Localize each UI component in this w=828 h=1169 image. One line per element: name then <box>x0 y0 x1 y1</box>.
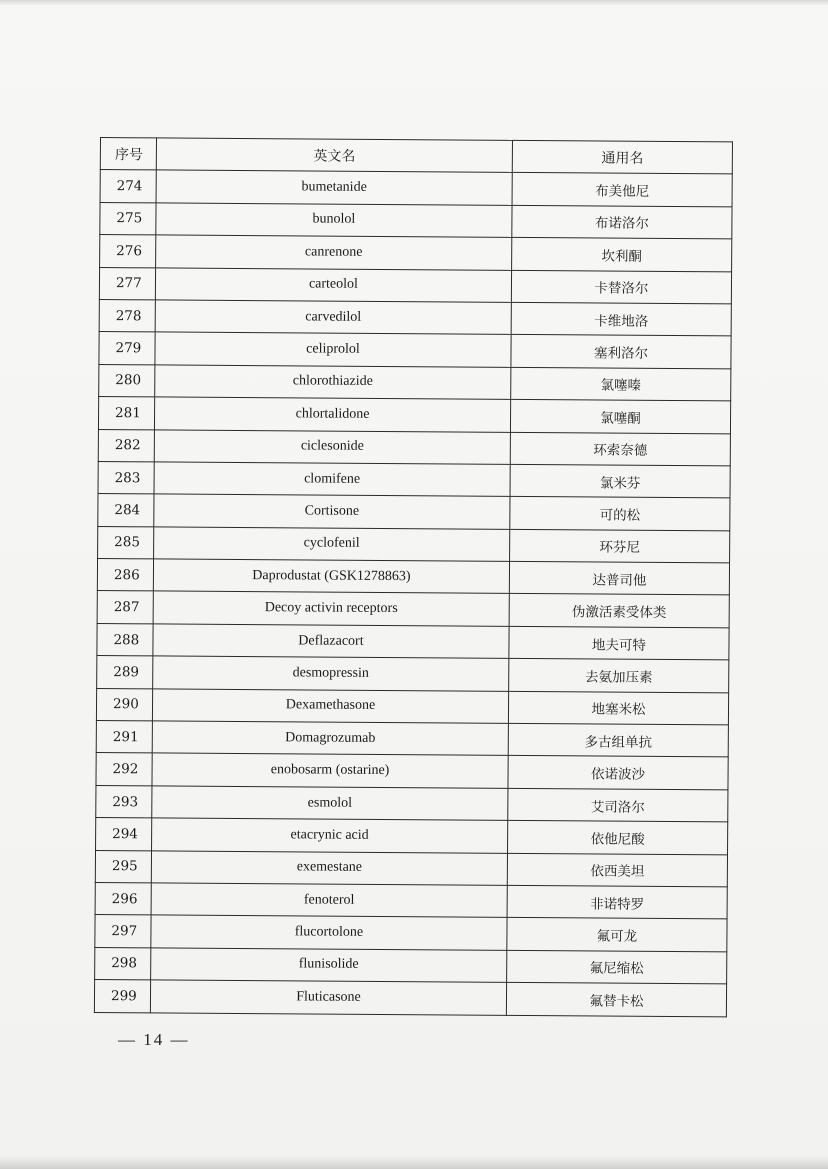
table-row <box>96 688 728 725</box>
serial-number-cell: 298 <box>95 947 151 980</box>
generic-name-cell: 卡替洛尔 <box>511 270 731 304</box>
table-row <box>98 397 730 434</box>
generic-name-cell: 依西美坦 <box>507 853 727 887</box>
scan-edge-top <box>0 0 828 6</box>
serial-number-cell: 274 <box>100 170 156 203</box>
serial-number-cell: 299 <box>94 980 150 1013</box>
english-name-cell: esmolol <box>152 786 508 821</box>
english-name-cell: Deflazacort <box>153 624 509 659</box>
generic-name-cell: 达普司他 <box>509 561 729 595</box>
table-row <box>95 850 727 887</box>
english-name-cell: chlorothiazide <box>155 365 511 400</box>
serial-number-cell: 282 <box>98 429 154 462</box>
generic-name-cell: 地夫可特 <box>509 626 729 660</box>
serial-number-cell: 297 <box>95 915 151 948</box>
table-row <box>100 170 732 207</box>
generic-name-cell: 艾司洛尔 <box>508 788 728 822</box>
drug-table-container <box>94 137 732 1017</box>
generic-name-cell: 依诺波沙 <box>508 756 728 790</box>
generic-name-cell: 氯噻酮 <box>510 399 730 433</box>
english-name-cell: clomifene <box>154 462 510 497</box>
generic-name-cell: 氟替卡松 <box>506 983 726 1017</box>
table-row <box>97 559 729 596</box>
generic-name-cell: 地塞米松 <box>508 691 728 725</box>
serial-number-cell: 277 <box>99 267 155 300</box>
table-row <box>95 947 727 984</box>
english-name-cell: Decoy activin receptors <box>153 591 509 626</box>
table-row <box>99 332 731 369</box>
english-name-cell: Cortisone <box>154 494 510 529</box>
english-name-cell: bumetanide <box>156 170 512 205</box>
serial-number-cell: 284 <box>98 494 154 527</box>
english-name-cell: Domagrozumab <box>152 721 508 756</box>
generic-name-cell: 环索奈德 <box>510 432 730 466</box>
generic-name-cell: 坎利酮 <box>512 238 732 272</box>
table-header-row <box>100 138 732 175</box>
english-name-cell: fenoterol <box>151 883 507 918</box>
generic-name-cell: 多古组单抗 <box>508 723 728 757</box>
header-english-name: 英文名 <box>156 138 512 173</box>
generic-name-cell: 氯噻嗪 <box>511 367 731 401</box>
serial-number-cell: 279 <box>99 332 155 365</box>
serial-number-cell: 280 <box>99 364 155 397</box>
serial-number-cell: 294 <box>96 818 152 851</box>
english-name-cell: desmopressin <box>153 656 509 691</box>
serial-number-cell: 283 <box>98 461 154 494</box>
english-name-cell: flunisolide <box>151 948 507 983</box>
english-name-cell: carvedilol <box>155 300 511 335</box>
page-number: — 14 — <box>118 1030 190 1049</box>
english-name-cell: etacrynic acid <box>152 818 508 853</box>
table-row <box>96 785 728 822</box>
serial-number-cell: 275 <box>100 202 156 235</box>
serial-number-cell: 293 <box>96 785 152 818</box>
english-name-cell: ciclesonide <box>154 429 510 464</box>
serial-number-cell: 290 <box>96 688 152 721</box>
serial-number-cell: 287 <box>97 591 153 624</box>
serial-number-cell: 285 <box>98 526 154 559</box>
table-row <box>97 656 729 693</box>
serial-number-cell: 296 <box>95 882 151 915</box>
serial-number-cell: 278 <box>99 299 155 332</box>
scan-edge-bottom <box>0 1156 828 1169</box>
serial-number-cell: 281 <box>98 397 154 430</box>
serial-number-cell: 289 <box>97 656 153 689</box>
english-name-cell: cyclofenil <box>154 527 510 562</box>
table-row <box>98 494 730 531</box>
generic-name-cell: 布美他尼 <box>512 173 732 207</box>
english-name-cell: bunolol <box>156 203 512 238</box>
english-name-cell: Fluticasone <box>150 980 506 1015</box>
table-row <box>100 235 732 272</box>
table-row <box>96 721 728 758</box>
table-row <box>100 202 732 239</box>
generic-name-cell: 布诺洛尔 <box>512 205 732 239</box>
english-name-cell: enobosarm (ostarine) <box>152 753 508 788</box>
serial-number-cell: 288 <box>97 623 153 656</box>
generic-name-cell: 去氨加压素 <box>509 659 729 693</box>
generic-name-cell: 可的松 <box>510 497 730 531</box>
table-row <box>98 429 730 466</box>
generic-name-cell: 氟可龙 <box>507 918 727 952</box>
generic-name-cell: 氟尼缩松 <box>507 950 727 984</box>
table-row <box>97 623 729 660</box>
header-serial-number: 序号 <box>100 138 156 171</box>
generic-name-cell: 卡维地洛 <box>511 302 731 336</box>
table-body <box>94 170 732 1017</box>
serial-number-cell: 276 <box>100 235 156 268</box>
serial-number-cell: 291 <box>96 721 152 754</box>
table-row <box>96 753 728 790</box>
header-generic-name: 通用名 <box>512 140 732 174</box>
table-row <box>94 980 726 1017</box>
table-row <box>95 882 727 919</box>
english-name-cell: Dexamethasone <box>152 689 508 724</box>
drug-table <box>94 137 733 1017</box>
english-name-cell: exemestane <box>151 850 507 885</box>
table-row <box>98 461 730 498</box>
serial-number-cell: 292 <box>96 753 152 786</box>
table-row <box>99 299 731 336</box>
generic-name-cell: 非诺特罗 <box>507 885 727 919</box>
table-row <box>99 364 731 401</box>
english-name-cell: chlortalidone <box>154 397 510 432</box>
generic-name-cell: 环芬尼 <box>510 529 730 563</box>
english-name-cell: Daprodustat (GSK1278863) <box>153 559 509 594</box>
table-row <box>99 267 731 304</box>
generic-name-cell: 塞利洛尔 <box>511 335 731 369</box>
generic-name-cell: 依他尼酸 <box>508 821 728 855</box>
table-row <box>95 915 727 952</box>
table-row <box>98 526 730 563</box>
english-name-cell: canrenone <box>156 235 512 270</box>
serial-number-cell: 295 <box>95 850 151 883</box>
english-name-cell: carteolol <box>155 267 511 302</box>
table-row <box>96 818 728 855</box>
table-row <box>97 591 729 628</box>
generic-name-cell: 氯米芬 <box>510 464 730 498</box>
serial-number-cell: 286 <box>97 559 153 592</box>
generic-name-cell: 伪激活素受体类 <box>509 594 729 628</box>
english-name-cell: celiprolol <box>155 332 511 367</box>
english-name-cell: flucortolone <box>151 915 507 950</box>
